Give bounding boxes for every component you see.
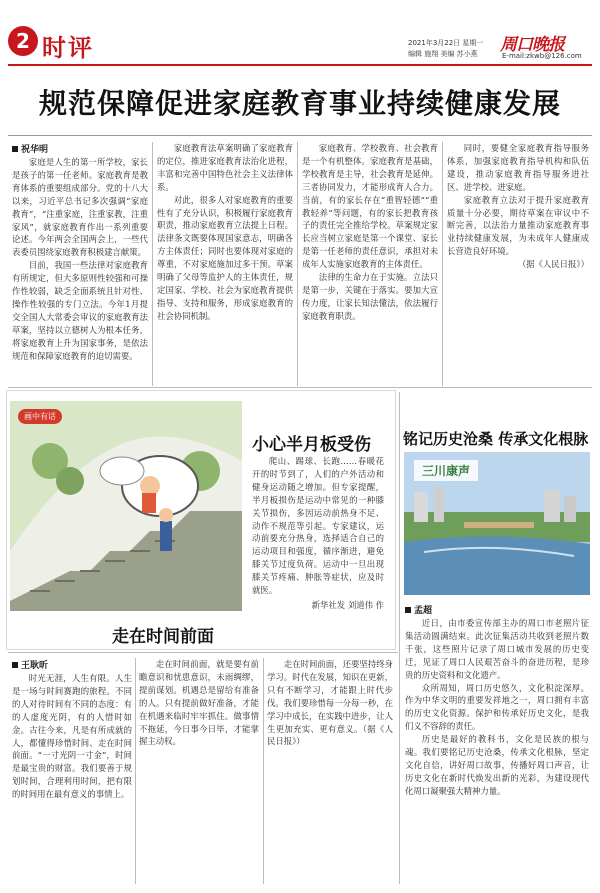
paragraph: 走在时间前面，就是要有前瞻意识和忧患意识，未雨绸缪，提前谋划。机遇总是留给有准备的人。只有提前做好准备，才能在机遇来临时牢牢抓住。做事情不拖延，今日事今日毕，才能掌握主动权。 (139, 659, 259, 747)
newspaper-logo: 周口晚报 (500, 35, 564, 55)
column-divider (135, 658, 136, 884)
right-author-name: 孟超 (414, 606, 433, 616)
paragraph: 法律的生命力在于实施。立法只是第一步，关键在于落实。要加大宣传力度，让家长知法懂法，依法履行家庭教育职责。 (302, 272, 438, 321)
page-header (0, 0, 600, 70)
paragraph: 历史是最好的教科书，文化是民族的根与魂。我们要铭记历史沧桑，传承文化根脉，坚定文化自信，讲好周口故事，传播好周口声音，让历史文化在新时代焕发出新的光彩，为建设现代化周口凝聚强大精神力量。 (405, 734, 589, 796)
time-author-name: 王耿昕 (21, 661, 49, 671)
source-credit: （据《人民日报》） (517, 259, 589, 270)
cartoon-tag: 画中有话 (18, 409, 62, 424)
paragraph: 家庭是人生的第一所学校，家长是孩子的第一任老师。家庭教育是教育体系的重要组成部分。党的十八大以来，习近平总书记多次强调“家庭教育”，“注重家庭，注重家教，注重家风”，就家庭教育作出一系列重要论述。今年两会全国两会上，一些代表委员围绕家庭教育积极建言献策。 (12, 157, 148, 258)
page-number-badge: 2 (8, 26, 38, 56)
main-article-col-4 (447, 142, 589, 386)
hiking-stairs-illustration (10, 401, 242, 611)
header-meta (408, 38, 483, 60)
cartoon-title: 小心半月板受伤 (252, 435, 371, 455)
contact-email: E-mail:zkwb@126.com (502, 52, 582, 60)
paragraph: 同时，要健全家庭教育指导服务体系，加强家庭教育指导机构和队伍建设，推动家庭教育指导服务进社区、进学校、进家庭。 (447, 143, 589, 192)
paragraph: 众所周知，周口历史悠久，文化积淀深厚。作为中华文明的重要发祥地之一，周口拥有丰富的历史文化资源。保护和传承好历史文化，是我们义不容辞的责任。 (405, 682, 589, 732)
park-photo (404, 452, 590, 595)
paragraph: 家庭教育法草案明确了家庭教育的定位，推进家庭教育法治化进程，丰富和完善中国特色社会主义法律体系。 (157, 143, 293, 192)
column-divider (442, 142, 443, 386)
headline-divider (8, 135, 592, 136)
main-article-col-1 (12, 156, 148, 386)
main-author (12, 142, 48, 155)
section-title: 时评 (42, 34, 94, 62)
time-article-col-2 (139, 658, 259, 884)
paragraph: 时光无涯，人生有限。人生是一场与时间赛跑的旅程。不同的人对待时间有不同的态度：有的人虚度光阴，有的人惜时如金。古往今来，凡是有所成就的人，都懂得珍惜时间、走在时间前面。“一寸光阴一寸金”，时间是最宝贵的财富。我们要善于规划时间，合理利用时间，把有限的时间用在最有意义的事情上。 (12, 673, 132, 800)
issue-date: 2021年3月22日 星期一 (408, 39, 484, 47)
right-article-title: 铭记历史沧桑 传承文化根脉 (403, 430, 589, 448)
main-article-col-3 (302, 142, 438, 386)
column-divider (399, 392, 400, 884)
column-divider (152, 142, 153, 386)
author-marker-icon (12, 146, 18, 152)
right-article-body (405, 617, 589, 885)
paragraph: 家庭教育立法对于提升家庭教育质量十分必要，期待草案在审议中不断完善，以法治力量推动家庭教育事业持续健康发展，为未成年人健康成长营造良好环境。 (447, 194, 589, 257)
right-author (405, 603, 432, 616)
paragraph: 目前，我国一些法律对家庭教育有所规定，但大多原则性较强和可操作性较弱，缺乏全面系统且针对性、操作性较强的专门立法。今年1月提交全国人大常委会审议的家庭教育法草案，坚持以立德树人为根本任务，将家庭教育上升为国家事务，是依法规范和保障家庭教育的迫切需要。 (12, 260, 148, 361)
cartoon-body (252, 455, 384, 612)
header-divider (8, 64, 592, 66)
main-author-name: 祝华明 (21, 145, 49, 155)
author-marker-icon (405, 607, 411, 613)
time-article-col-1 (12, 672, 132, 884)
time-author (12, 658, 48, 671)
time-article-title: 走在时间前面 (112, 627, 214, 647)
paragraph: 对此，很多人对家庭教育的重要性有了充分认识，积极履行家庭教育职责，推动家庭教育立法提上日程。法律条文既要体现国家意志，明确各方主体责任；同时也要体现对家庭的尊重，不对家庭施加过多干预。草案明确了父母等监护人的主体责任，规定国家、学校、社会为家庭教育提供指导、支持和服务，形成家庭教育的社会协同机制。 (157, 194, 293, 321)
paragraph: 爬山、踢球、长跑……春暖花开的时节到了，人们的户外活动和健身运动随之增加。但专家提醒，半月板损伤是运动中常见的一种膝关节损伤，多因运动前热身不足、动作不规范等引起。专家建议，运动前要充分热身，选择适合自己的运动项目和强度，循序渐进，避免膝关节过度负荷。运动中一旦出现膝关节疼痛、肿胀等症状，应及时就医。 (252, 456, 384, 596)
section-divider (8, 387, 592, 388)
time-article-col-3 (267, 658, 393, 884)
photo-caption: 三川康声 (414, 460, 478, 481)
cartoon-byline: 新华社发 刘道伟 作 (311, 599, 384, 610)
column-divider (263, 658, 264, 884)
paragraph: 走在时间前面，还要坚持终身学习。时代在发展，知识在更新，只有不断学习，才能跟上时代步伐。我们要珍惜每一分每一秒，在学习中成长，在实践中进步，让人生更加充实、更有意义。（据《人民日报》） (267, 659, 393, 747)
paragraph: 家庭教育、学校教育、社会教育是一个有机整体。家庭教育是基础，学校教育是主导，社会教育是延伸。三者协同发力，才能形成育人合力。当前，有的家长存在“重智轻德”“重教轻养”等问题，有的家长把教育孩子的责任完全推给学校。草案规定家长应当树立家庭是第一个课堂、家长是第一任老师的责任意识，承担对未成年人实施家庭教育的主体责任。 (302, 143, 438, 270)
editor-credit: 编辑 施翔 美编 苏小燕 (408, 50, 478, 58)
paragraph: 近日，由市委宣传部主办的周口市老照片征集活动圆满结束。此次征集活动共收到老照片数千张，这些照片记录了周口城市发展的历史变迁，见证了周口人民艰苦奋斗的奋进历程，是珍贵的历史资料和文化遗产。 (405, 618, 589, 680)
column-divider (297, 142, 298, 386)
author-marker-icon (12, 662, 18, 668)
section-divider (8, 652, 398, 653)
main-article-col-2 (157, 142, 293, 386)
main-headline: 规范保障促进家庭教育事业持续健康发展 (38, 87, 561, 120)
cartoon-illustration (10, 401, 242, 611)
